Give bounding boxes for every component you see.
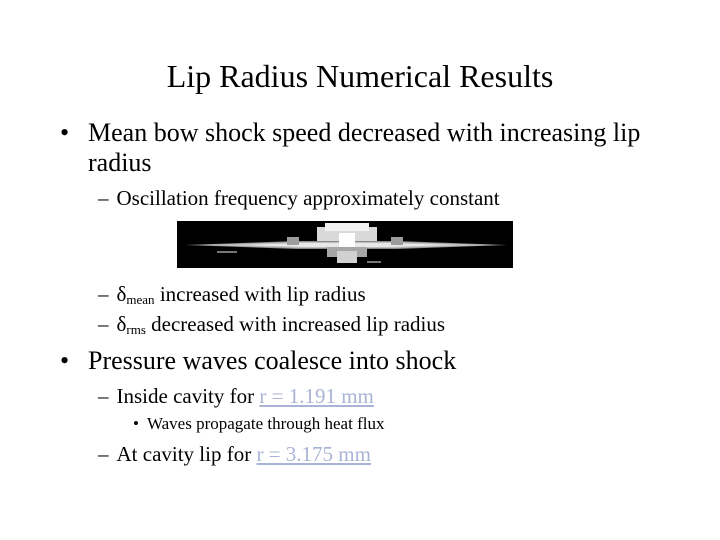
bullet-text: Pressure waves coalesce into shock [88,346,457,375]
delta-symbol: δ [116,312,127,336]
subsub-bullet-heat-flux [133,414,384,434]
dash-marker: – [98,186,109,210]
sub-bullet-oscillation [98,186,500,210]
sub-bullet-text: increased with lip radius [154,282,366,306]
radius-link-3175[interactable]: r = 3.175 mm [256,442,371,466]
simulation-image [177,221,513,268]
shock-simulation-graphic [177,221,513,268]
subscript-rms: rms [126,322,146,337]
delta-symbol: δ [116,282,127,306]
sub-bullet-delta-mean [98,282,366,309]
subscript-mean: mean [126,292,155,307]
sub-bullet-inside-cavity [98,384,374,408]
bullet-text: Mean bow shock speed decreased with increasing lip radius [88,118,641,177]
bullet-marker: • [133,414,139,433]
sub-bullet-text: Inside cavity for [116,384,260,408]
sub-bullet-text: Oscillation frequency approximately constant [116,186,500,210]
sub-bullet-text: decreased with increased lip radius [145,312,446,336]
sub-bullet-cavity-lip [98,442,371,466]
bullet-marker: • [60,118,70,147]
dash-marker: – [98,312,109,336]
slide-title: Lip Radius Numerical Results [166,58,554,94]
sub-bullet-text: At cavity lip for [116,442,257,466]
dash-marker: – [98,282,109,306]
dash-marker: – [98,384,109,408]
radius-link-1191[interactable]: r = 1.191 mm [259,384,374,408]
bullet-mean-bow-shock [60,118,680,178]
bullet-marker: • [60,346,70,375]
bullet-pressure-waves [60,346,680,376]
subsub-bullet-text: Waves propagate through heat flux [146,414,385,433]
sub-bullet-delta-rms [98,312,445,339]
dash-marker: – [98,442,109,466]
